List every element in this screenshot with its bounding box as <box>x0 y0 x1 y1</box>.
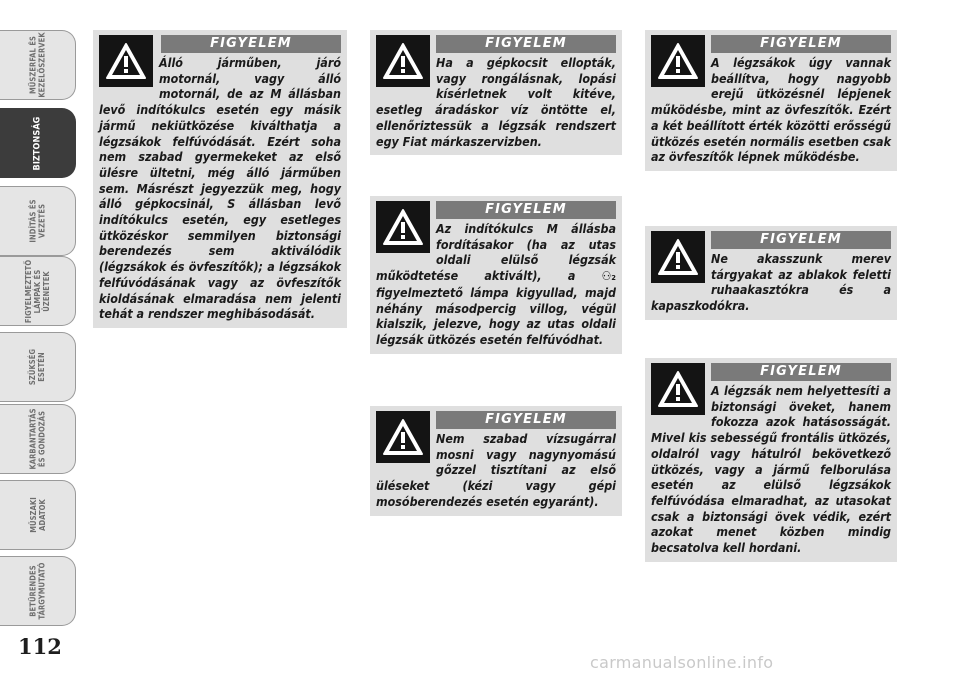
tab-label: SZÜKSÉG ESETÉN <box>28 348 47 386</box>
warning-heading: FIGYELEM <box>436 201 616 219</box>
tab-betrend[interactable] <box>0 556 76 626</box>
warning-box-stolen-vehicle <box>370 30 622 155</box>
warning-heading: FIGYELEM <box>436 35 616 53</box>
warning-box-coat-hooks <box>645 226 897 320</box>
warning-heading: FIGYELEM <box>711 35 891 53</box>
warning-heading: FIGYELEM <box>161 35 341 53</box>
warning-text: Ne akasszunk merev tárgyakat az ablakok feletti ruhaakasztókra és a kapaszkodókra. <box>651 251 891 314</box>
tab-karbantartas[interactable] <box>0 404 76 474</box>
warning-text: Álló járműben, járó motornál, vagy álló motornál, de az M állásban levő indítókulcs esetén egy másik jármű nekiütközése kiválthatja a légzsákok felfúvódását. Ezért soha nem szabad gyermekeket az első ülésre ültetni, még álló járműben sem. Másrészt jegyezzük meg, hogy álló gépkocsinál, S állásban levő indítókulcs esetén, egy esetleges ütközéskor semmilyen biztonsági berendezés sem aktiválódik (légzsákok és övfeszítők); a légzsákok felfúvódásának vagy az övfeszítők kioldásának elmaradása nem jelenti tehát a rendszer meghibásodását. <box>99 55 341 322</box>
page-number: 112 <box>18 634 62 659</box>
warning-box-seatbelts <box>645 358 897 562</box>
tab-label: MŰSZAKI ADATOK <box>28 497 47 533</box>
tab-figyelmezteto[interactable] <box>0 256 76 326</box>
tab-label: INDÍTÁS ÉS VEZETÉS <box>28 199 47 243</box>
warning-text-part: Az indítókulcs M állásba fordításakor (ha az utas oldali elülső légzsák működtetése aktivált), a <box>376 221 616 284</box>
tab-muszerfal[interactable] <box>0 30 76 100</box>
tab-biztonsag[interactable] <box>0 108 76 178</box>
warning-box-passenger-airbag-lamp <box>370 196 622 354</box>
warning-heading: FIGYELEM <box>711 363 891 381</box>
warning-text: A légzsákok úgy vannak beállítva, hogy nagyobb erejű ütközésnél lépjenek működésbe, mint az övfeszítők. Ezért a két beállított érték közötti erősségű ütközés esetén normális esetben csak az övfeszítők lépnek működésbe. <box>651 55 891 165</box>
tab-label: BIZTONSÁG <box>31 116 42 170</box>
warning-heading: FIGYELEM <box>711 231 891 249</box>
warning-heading: FIGYELEM <box>436 411 616 429</box>
tab-label: MŰSZERFAL ÉS KEZELŐSZERVEK <box>28 32 47 98</box>
tab-szukseg[interactable] <box>0 332 76 402</box>
chapter-tabs <box>0 0 80 640</box>
tab-label: KARBANTARTÁS ÉS GONDOZÁS <box>28 408 47 470</box>
tab-label: FIGYELMEZTETŐ LÁMPÁK ÉS ÜZENETEK <box>23 259 51 323</box>
warning-box-parked-vehicle <box>93 30 347 328</box>
watermark: carmanualsonline.info <box>590 653 774 672</box>
warning-box-airbag-threshold <box>645 30 897 171</box>
warning-text: Nem szabad vízsugárral mosni vagy nagynyomású gőzzel tisztítani az első üléseket (kézi vagy gépi mosóberendezés esetén egyaránt). <box>376 431 616 509</box>
tab-muszaki[interactable] <box>0 480 76 550</box>
warning-text: Ha a gépkocsit ellopták, vagy rongálásnak, lopási kísérletnek volt kitéve, esetleg áradáskor víz öntötte el, ellenőriztessük a légzsák rendszert egy Fiat márkaszervizben. <box>376 55 616 149</box>
warning-text-part: figyelmeztető lámpa kigyullad, majd néhány másodpercig villog, végül kialszik, jelezve, hogy az utas oldali légzsák ütközés esetén felfúvódhat. <box>376 284 616 347</box>
warning-text: A légzsák nem helyettesíti a biztonsági öveket, hanem fokozza azok hatásosságát. Mivel kis sebességű frontális ütközés, oldalról vagy hátulról bekövetkező ütközés, vagy a jármű felborulása esetén az elülső légzsákok felfúvódása elmaradhat, az utasokat csak a biztonsági övek védik, ezért azokat menet közben mindig becsatolva kell hordani. <box>651 383 891 556</box>
tab-inditas[interactable] <box>0 186 76 256</box>
airbag-lamp-icon: ⚇₂ <box>601 269 616 284</box>
tab-label: BETŰRENDES TÁRGYMUTATÓ <box>28 562 47 620</box>
warning-box-seat-cleaning <box>370 406 622 516</box>
